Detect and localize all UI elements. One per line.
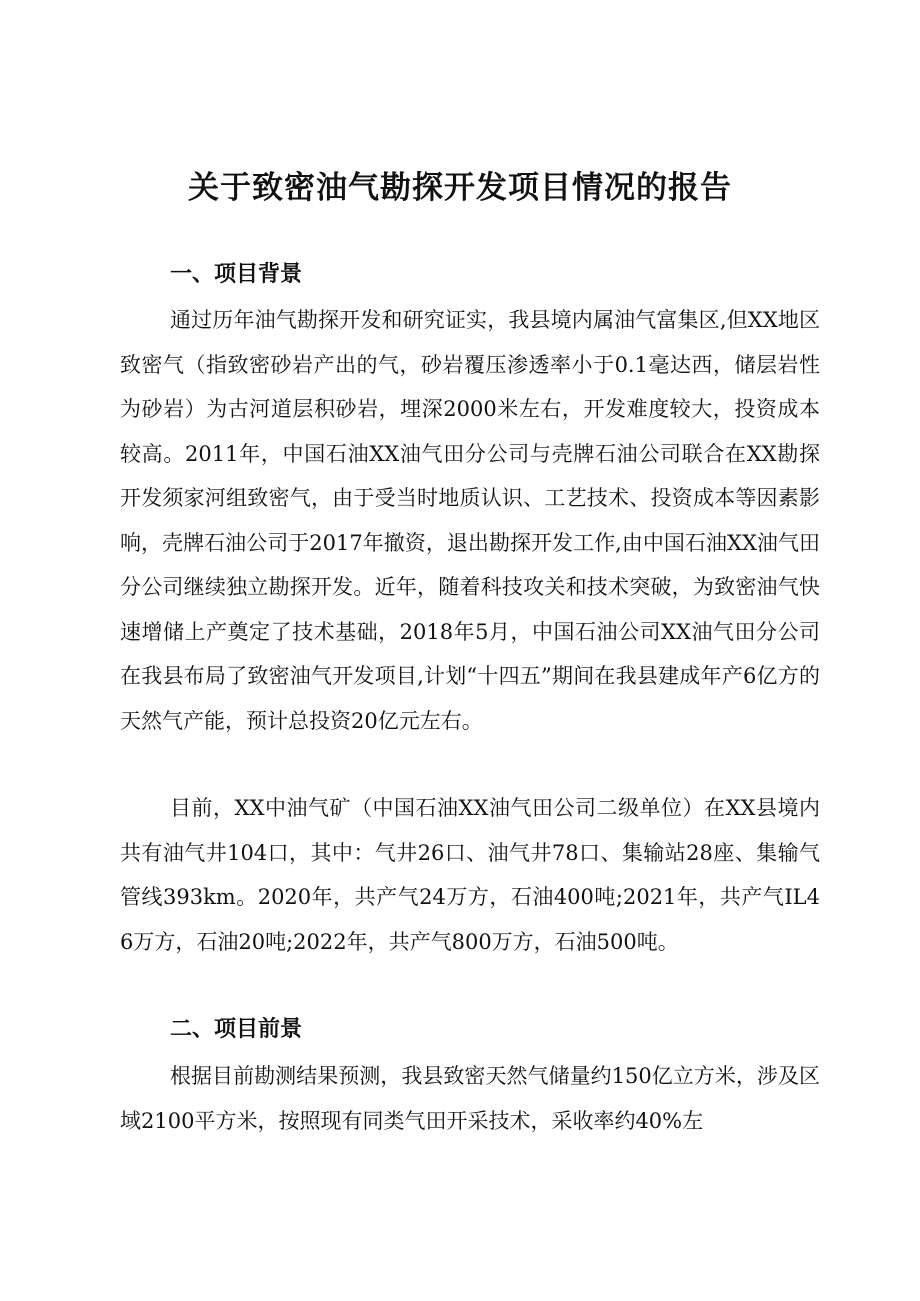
report-title: 关于致密油气勘探开发项目情况的报告 — [188, 170, 732, 206]
paragraph-prospects: 根据目前勘测结果预测，我县致密天然气储量约150亿立方米，涉及区域2100平方米，按照现有同类气田开采技术，采收率约40%左 — [120, 1064, 820, 1133]
section-heading-prospects: 二、项目前景 — [170, 1017, 303, 1042]
section-heading-background: 一、项目背景 — [170, 262, 303, 287]
paragraph-background-history: 通过历年油气勘探开发和研究证实，我县境内属油气富集区,但XX地区致密气（指致密砂岩产出的气，砂岩覆压渗透率小于0.1毫达西，储层岩性为砂岩）为古河道层积砂岩，埋深2000米左右，开发难度较大，投资成本较高。2011年，中国石油XX油气田分公司与壳牌石油公司联合在XX勘探开发须家河组致密气，由于受当时地质认识、工艺技术、投资成本等因素影响，壳牌石油公司于2017年撤资，退出勘探开发工作,由中国石油XX油气田分公司继续独立勘探开发。近年，随着科技攻关和技术突破，为致密油气快速增储上产奠定了技术基础，2018年5月，中国石油公司XX油气田分公司在我县布局了致密油气开发项目,计划“十四五”期间在我县建成年产6亿方的天然气产能，预计总投资20亿元左右。 — [120, 308, 820, 733]
paragraph-current-status: 目前，XX中油气矿（中国石油XX油气田公司二级单位）在XX县境内共有油气井104口，其中：气井26口、油气井78口、集输站28座、集输气管线393km。2020年，共产气24万方，石油400吨;2021年，共产气IL46万方，石油20吨;2022年，共产气800万方，石油500吨。 — [120, 796, 820, 954]
